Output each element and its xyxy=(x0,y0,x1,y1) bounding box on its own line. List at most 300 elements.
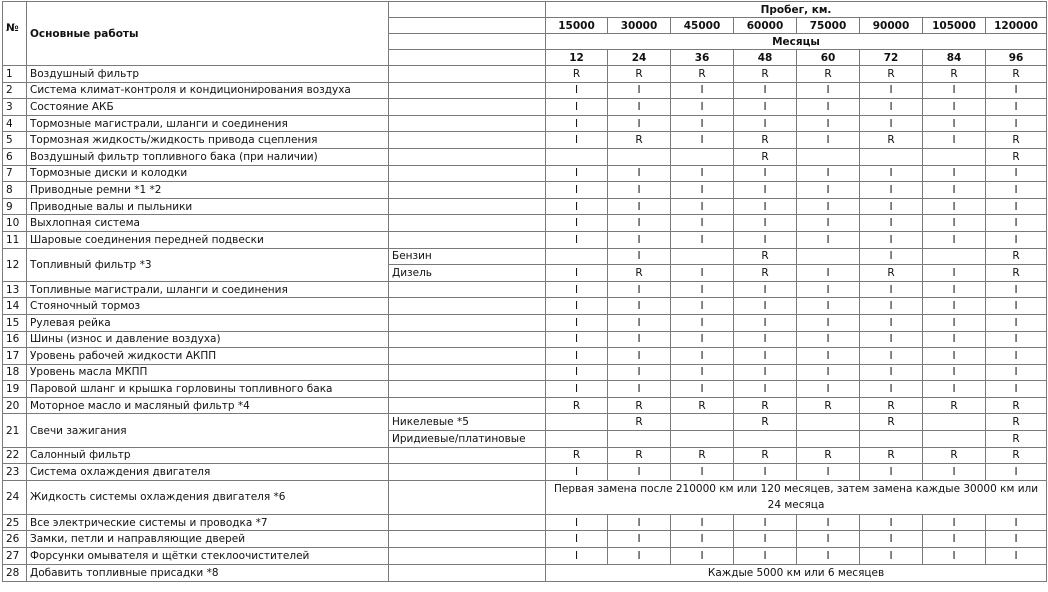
row-number: 17 xyxy=(3,348,27,365)
value-cell: I xyxy=(671,231,734,248)
table-row xyxy=(3,298,1047,315)
value-cell: R xyxy=(923,397,986,414)
row-number: 13 xyxy=(3,281,27,298)
header-blank xyxy=(389,34,546,50)
value-cell: I xyxy=(923,314,986,331)
work-name: Салонный фильтр xyxy=(27,447,389,464)
value-cell: R xyxy=(986,447,1047,464)
value-cell: I xyxy=(546,182,608,199)
table-body xyxy=(3,66,1047,582)
value-cell xyxy=(608,148,671,165)
value-cell: I xyxy=(546,132,608,149)
value-cell: I xyxy=(923,281,986,298)
work-name: Топливный фильтр *3 xyxy=(27,248,389,281)
value-cell xyxy=(923,248,986,265)
value-cell: I xyxy=(860,215,923,232)
table-row xyxy=(3,480,1047,514)
value-cell: R xyxy=(734,414,797,431)
table-row xyxy=(3,314,1047,331)
value-cell: I xyxy=(608,165,671,182)
value-cell: R xyxy=(734,148,797,165)
value-cell: I xyxy=(860,548,923,565)
sub-cell xyxy=(389,66,546,83)
value-cell: R xyxy=(608,447,671,464)
value-cell: I xyxy=(671,381,734,398)
value-cell: I xyxy=(608,314,671,331)
value-cell: R xyxy=(671,447,734,464)
sub-cell xyxy=(389,132,546,149)
value-cell: I xyxy=(797,182,860,199)
value-cell: I xyxy=(546,165,608,182)
value-cell xyxy=(608,431,671,448)
value-cell: R xyxy=(797,447,860,464)
value-cell: I xyxy=(546,82,608,99)
value-cell: I xyxy=(608,364,671,381)
value-cell: I xyxy=(797,82,860,99)
sub-cell xyxy=(389,281,546,298)
row-number: 16 xyxy=(3,331,27,348)
row-number: 26 xyxy=(3,531,27,548)
value-cell: I xyxy=(671,464,734,481)
value-cell: R xyxy=(671,66,734,83)
value-cell: I xyxy=(797,548,860,565)
value-cell: I xyxy=(860,115,923,132)
value-cell: I xyxy=(671,531,734,548)
value-cell: R xyxy=(546,397,608,414)
value-cell: I xyxy=(986,381,1047,398)
value-cell: I xyxy=(923,132,986,149)
row-number: 19 xyxy=(3,381,27,398)
value-cell: I xyxy=(671,298,734,315)
sub-cell xyxy=(389,447,546,464)
value-cell: I xyxy=(671,215,734,232)
value-cell: R xyxy=(734,66,797,83)
value-cell: I xyxy=(797,132,860,149)
value-cell: I xyxy=(608,99,671,116)
table-row xyxy=(3,331,1047,348)
sub-cell xyxy=(389,298,546,315)
value-cell: R xyxy=(734,265,797,282)
value-cell: R xyxy=(734,397,797,414)
value-cell: I xyxy=(986,298,1047,315)
value-cell: I xyxy=(860,464,923,481)
value-cell: I xyxy=(986,331,1047,348)
value-cell: I xyxy=(608,281,671,298)
value-cell: I xyxy=(923,182,986,199)
value-cell: I xyxy=(797,265,860,282)
value-cell: R xyxy=(797,66,860,83)
value-cell: R xyxy=(860,397,923,414)
value-cell: I xyxy=(546,298,608,315)
work-name: Воздушный фильтр xyxy=(27,66,389,83)
value-cell: I xyxy=(671,331,734,348)
value-cell: I xyxy=(923,364,986,381)
value-cell: R xyxy=(986,248,1047,265)
value-cell: R xyxy=(986,265,1047,282)
table-row xyxy=(3,281,1047,298)
value-cell: R xyxy=(608,66,671,83)
value-cell: I xyxy=(986,314,1047,331)
value-cell: I xyxy=(986,115,1047,132)
sub-cell xyxy=(389,381,546,398)
value-cell: R xyxy=(860,447,923,464)
value-cell: I xyxy=(671,548,734,565)
work-name: Добавить топливные присадки *8 xyxy=(27,564,389,581)
value-cell: R xyxy=(734,248,797,265)
value-cell: R xyxy=(860,265,923,282)
value-cell: I xyxy=(734,165,797,182)
table-row xyxy=(3,115,1047,132)
value-cell: I xyxy=(923,548,986,565)
header-km-cell: 15000 xyxy=(546,18,608,34)
value-cell xyxy=(923,148,986,165)
row-number: 10 xyxy=(3,215,27,232)
table-row xyxy=(3,165,1047,182)
table-row xyxy=(3,198,1047,215)
work-name: Тормозные диски и колодки xyxy=(27,165,389,182)
value-cell: I xyxy=(986,364,1047,381)
value-cell: I xyxy=(860,82,923,99)
value-cell: I xyxy=(671,364,734,381)
value-cell: I xyxy=(860,381,923,398)
sub-cell xyxy=(389,314,546,331)
row-number: 6 xyxy=(3,148,27,165)
value-cell: I xyxy=(860,198,923,215)
value-cell: I xyxy=(546,331,608,348)
row-number: 23 xyxy=(3,464,27,481)
value-cell: I xyxy=(923,198,986,215)
work-name: Шины (износ и давление воздуха) xyxy=(27,331,389,348)
value-cell: I xyxy=(671,115,734,132)
header-km-cell: 30000 xyxy=(608,18,671,34)
table-row xyxy=(3,99,1047,116)
value-cell xyxy=(546,414,608,431)
value-cell: I xyxy=(860,182,923,199)
work-name: Приводные валы и пыльники xyxy=(27,198,389,215)
header-km-cell: 120000 xyxy=(986,18,1047,34)
value-cell: I xyxy=(860,348,923,365)
row-number: 5 xyxy=(3,132,27,149)
value-cell: I xyxy=(860,364,923,381)
value-cell: I xyxy=(797,364,860,381)
value-cell: I xyxy=(734,364,797,381)
value-cell: R xyxy=(546,66,608,83)
table-row xyxy=(3,564,1047,581)
value-cell: I xyxy=(986,281,1047,298)
header-month-cell: 84 xyxy=(923,50,986,66)
value-cell: I xyxy=(671,82,734,99)
value-cell: R xyxy=(923,447,986,464)
header-blank xyxy=(389,18,546,34)
value-cell xyxy=(860,148,923,165)
row-number: 9 xyxy=(3,198,27,215)
table-header xyxy=(3,2,1047,66)
value-cell: I xyxy=(860,165,923,182)
value-cell: R xyxy=(860,66,923,83)
value-cell: R xyxy=(986,397,1047,414)
value-cell: I xyxy=(986,182,1047,199)
sub-cell xyxy=(389,165,546,182)
value-cell: I xyxy=(734,281,797,298)
value-cell: I xyxy=(734,531,797,548)
row-number: 20 xyxy=(3,397,27,414)
work-name: Жидкость системы охлаждения двигателя *6 xyxy=(27,480,389,514)
sub-cell xyxy=(389,564,546,581)
value-cell: I xyxy=(734,215,797,232)
value-cell: I xyxy=(608,215,671,232)
value-cell: I xyxy=(608,548,671,565)
note-cell: Первая замена после 210000 км или 120 месяцев, затем замена каждые 30000 км или 24 месяца xyxy=(546,480,1047,514)
value-cell: I xyxy=(923,331,986,348)
value-cell: I xyxy=(797,165,860,182)
header-main-works: Основные работы xyxy=(27,2,389,66)
work-name: Уровень масла МКПП xyxy=(27,364,389,381)
value-cell: R xyxy=(860,132,923,149)
value-cell: I xyxy=(797,314,860,331)
row-number: 1 xyxy=(3,66,27,83)
table-row xyxy=(3,182,1047,199)
work-name: Тормозная жидкость/жидкость привода сцепления xyxy=(27,132,389,149)
value-cell: I xyxy=(734,464,797,481)
table-row xyxy=(3,364,1047,381)
value-cell: I xyxy=(986,165,1047,182)
value-cell: I xyxy=(546,314,608,331)
table-row xyxy=(3,447,1047,464)
table-row xyxy=(3,397,1047,414)
value-cell: R xyxy=(608,132,671,149)
sub-cell xyxy=(389,99,546,116)
sub-cell xyxy=(389,548,546,565)
sub-cell xyxy=(389,348,546,365)
value-cell: I xyxy=(608,82,671,99)
value-cell: I xyxy=(734,82,797,99)
value-cell: R xyxy=(671,397,734,414)
work-name: Приводные ремни *1 *2 xyxy=(27,182,389,199)
value-cell: R xyxy=(923,66,986,83)
sub-cell xyxy=(389,182,546,199)
header-month-cell: 72 xyxy=(860,50,923,66)
header-km-cell: 75000 xyxy=(797,18,860,34)
value-cell: I xyxy=(986,531,1047,548)
value-cell xyxy=(546,148,608,165)
value-cell: I xyxy=(608,381,671,398)
value-cell: I xyxy=(546,548,608,565)
value-cell: I xyxy=(797,514,860,531)
value-cell: I xyxy=(797,115,860,132)
value-cell: I xyxy=(546,464,608,481)
header-month-cell: 96 xyxy=(986,50,1047,66)
value-cell: I xyxy=(923,381,986,398)
work-name: Замки, петли и направляющие дверей xyxy=(27,531,389,548)
note-cell: Каждые 5000 км или 6 месяцев xyxy=(546,564,1047,581)
value-cell xyxy=(734,431,797,448)
value-cell: R xyxy=(608,397,671,414)
value-cell: I xyxy=(671,132,734,149)
value-cell: I xyxy=(860,331,923,348)
header-km-cell: 90000 xyxy=(860,18,923,34)
row-number: 25 xyxy=(3,514,27,531)
value-cell: I xyxy=(923,165,986,182)
work-name: Свечи зажигания xyxy=(27,414,389,447)
value-cell: R xyxy=(608,414,671,431)
value-cell: I xyxy=(923,82,986,99)
value-cell xyxy=(797,414,860,431)
value-cell: I xyxy=(734,298,797,315)
table-row xyxy=(3,514,1047,531)
value-cell: I xyxy=(986,215,1047,232)
value-cell: I xyxy=(923,115,986,132)
sub-cell xyxy=(389,231,546,248)
value-cell: I xyxy=(797,231,860,248)
header-km-cell: 45000 xyxy=(671,18,734,34)
sub-cell xyxy=(389,397,546,414)
sub-cell xyxy=(389,148,546,165)
table-row xyxy=(3,348,1047,365)
table-row xyxy=(3,82,1047,99)
value-cell: I xyxy=(797,531,860,548)
value-cell: I xyxy=(734,548,797,565)
work-name: Топливные магистрали, шланги и соединения xyxy=(27,281,389,298)
value-cell: I xyxy=(608,182,671,199)
work-name: Состояние АКБ xyxy=(27,99,389,116)
value-cell: I xyxy=(986,99,1047,116)
value-cell: I xyxy=(860,248,923,265)
table-row xyxy=(3,464,1047,481)
sub-cell: Дизель xyxy=(389,265,546,282)
row-number: 15 xyxy=(3,314,27,331)
header-month-cell: 12 xyxy=(546,50,608,66)
value-cell: I xyxy=(608,231,671,248)
header-km-cell: 60000 xyxy=(734,18,797,34)
value-cell: I xyxy=(546,115,608,132)
table-row xyxy=(3,132,1047,149)
value-cell: I xyxy=(923,464,986,481)
value-cell: I xyxy=(797,281,860,298)
value-cell: R xyxy=(986,148,1047,165)
value-cell: I xyxy=(923,514,986,531)
value-cell: I xyxy=(734,314,797,331)
value-cell: I xyxy=(734,115,797,132)
row-number: 22 xyxy=(3,447,27,464)
sub-cell xyxy=(389,531,546,548)
value-cell: I xyxy=(860,281,923,298)
value-cell: I xyxy=(860,231,923,248)
value-cell: I xyxy=(860,99,923,116)
value-cell: I xyxy=(734,231,797,248)
value-cell: I xyxy=(608,198,671,215)
work-name: Паровой шланг и крышка горловины топливного бака xyxy=(27,381,389,398)
header-blank xyxy=(389,2,546,18)
work-name: Моторное масло и масляный фильтр *4 xyxy=(27,397,389,414)
value-cell: I xyxy=(986,198,1047,215)
row-number: 7 xyxy=(3,165,27,182)
value-cell xyxy=(860,431,923,448)
value-cell: I xyxy=(671,99,734,116)
work-name: Воздушный фильтр топливного бака (при наличии) xyxy=(27,148,389,165)
sub-cell xyxy=(389,480,546,514)
value-cell: R xyxy=(734,132,797,149)
value-cell: I xyxy=(923,99,986,116)
value-cell: I xyxy=(608,248,671,265)
table-row xyxy=(3,231,1047,248)
row-number: 2 xyxy=(3,82,27,99)
row-number: 24 xyxy=(3,480,27,514)
header-blank xyxy=(389,50,546,66)
value-cell: I xyxy=(986,548,1047,565)
sub-cell xyxy=(389,514,546,531)
value-cell: I xyxy=(671,182,734,199)
value-cell: I xyxy=(546,514,608,531)
value-cell: I xyxy=(797,348,860,365)
value-cell xyxy=(546,431,608,448)
sub-cell xyxy=(389,364,546,381)
table-row xyxy=(3,381,1047,398)
work-name: Стояночный тормоз xyxy=(27,298,389,315)
value-cell: I xyxy=(986,514,1047,531)
value-cell: I xyxy=(923,265,986,282)
work-name: Шаровые соединения передней подвески xyxy=(27,231,389,248)
maintenance-schedule-table xyxy=(2,1,1047,582)
value-cell xyxy=(671,414,734,431)
sub-cell: Бензин xyxy=(389,248,546,265)
value-cell: I xyxy=(608,115,671,132)
work-name: Выхлопная система xyxy=(27,215,389,232)
value-cell: I xyxy=(734,99,797,116)
value-cell: R xyxy=(986,66,1047,83)
value-cell: I xyxy=(797,331,860,348)
value-cell: R xyxy=(986,132,1047,149)
value-cell xyxy=(671,248,734,265)
value-cell xyxy=(671,431,734,448)
value-cell: I xyxy=(986,82,1047,99)
header-km-cell: 105000 xyxy=(923,18,986,34)
value-cell: I xyxy=(546,99,608,116)
header-mileage: Пробег, км. xyxy=(546,2,1047,18)
value-cell: I xyxy=(923,231,986,248)
table-row xyxy=(3,148,1047,165)
table-row xyxy=(3,414,1047,431)
value-cell: R xyxy=(986,414,1047,431)
value-cell: I xyxy=(734,331,797,348)
row-number: 3 xyxy=(3,99,27,116)
value-cell: I xyxy=(608,348,671,365)
row-number: 12 xyxy=(3,248,27,281)
value-cell: I xyxy=(734,381,797,398)
value-cell: I xyxy=(546,215,608,232)
row-number: 28 xyxy=(3,564,27,581)
value-cell: I xyxy=(986,464,1047,481)
value-cell: I xyxy=(797,464,860,481)
value-cell: I xyxy=(734,182,797,199)
value-cell: I xyxy=(797,215,860,232)
value-cell: I xyxy=(923,215,986,232)
work-name: Форсунки омывателя и щётки стеклоочистителей xyxy=(27,548,389,565)
value-cell: I xyxy=(671,265,734,282)
value-cell: I xyxy=(860,531,923,548)
work-name: Уровень рабочей жидкости АКПП xyxy=(27,348,389,365)
header-month-cell: 60 xyxy=(797,50,860,66)
value-cell: I xyxy=(546,198,608,215)
value-cell: I xyxy=(546,231,608,248)
value-cell: R xyxy=(734,447,797,464)
table-row xyxy=(3,215,1047,232)
value-cell xyxy=(797,431,860,448)
value-cell: I xyxy=(608,298,671,315)
value-cell xyxy=(797,248,860,265)
value-cell: I xyxy=(797,298,860,315)
value-cell: I xyxy=(860,514,923,531)
value-cell: I xyxy=(546,265,608,282)
